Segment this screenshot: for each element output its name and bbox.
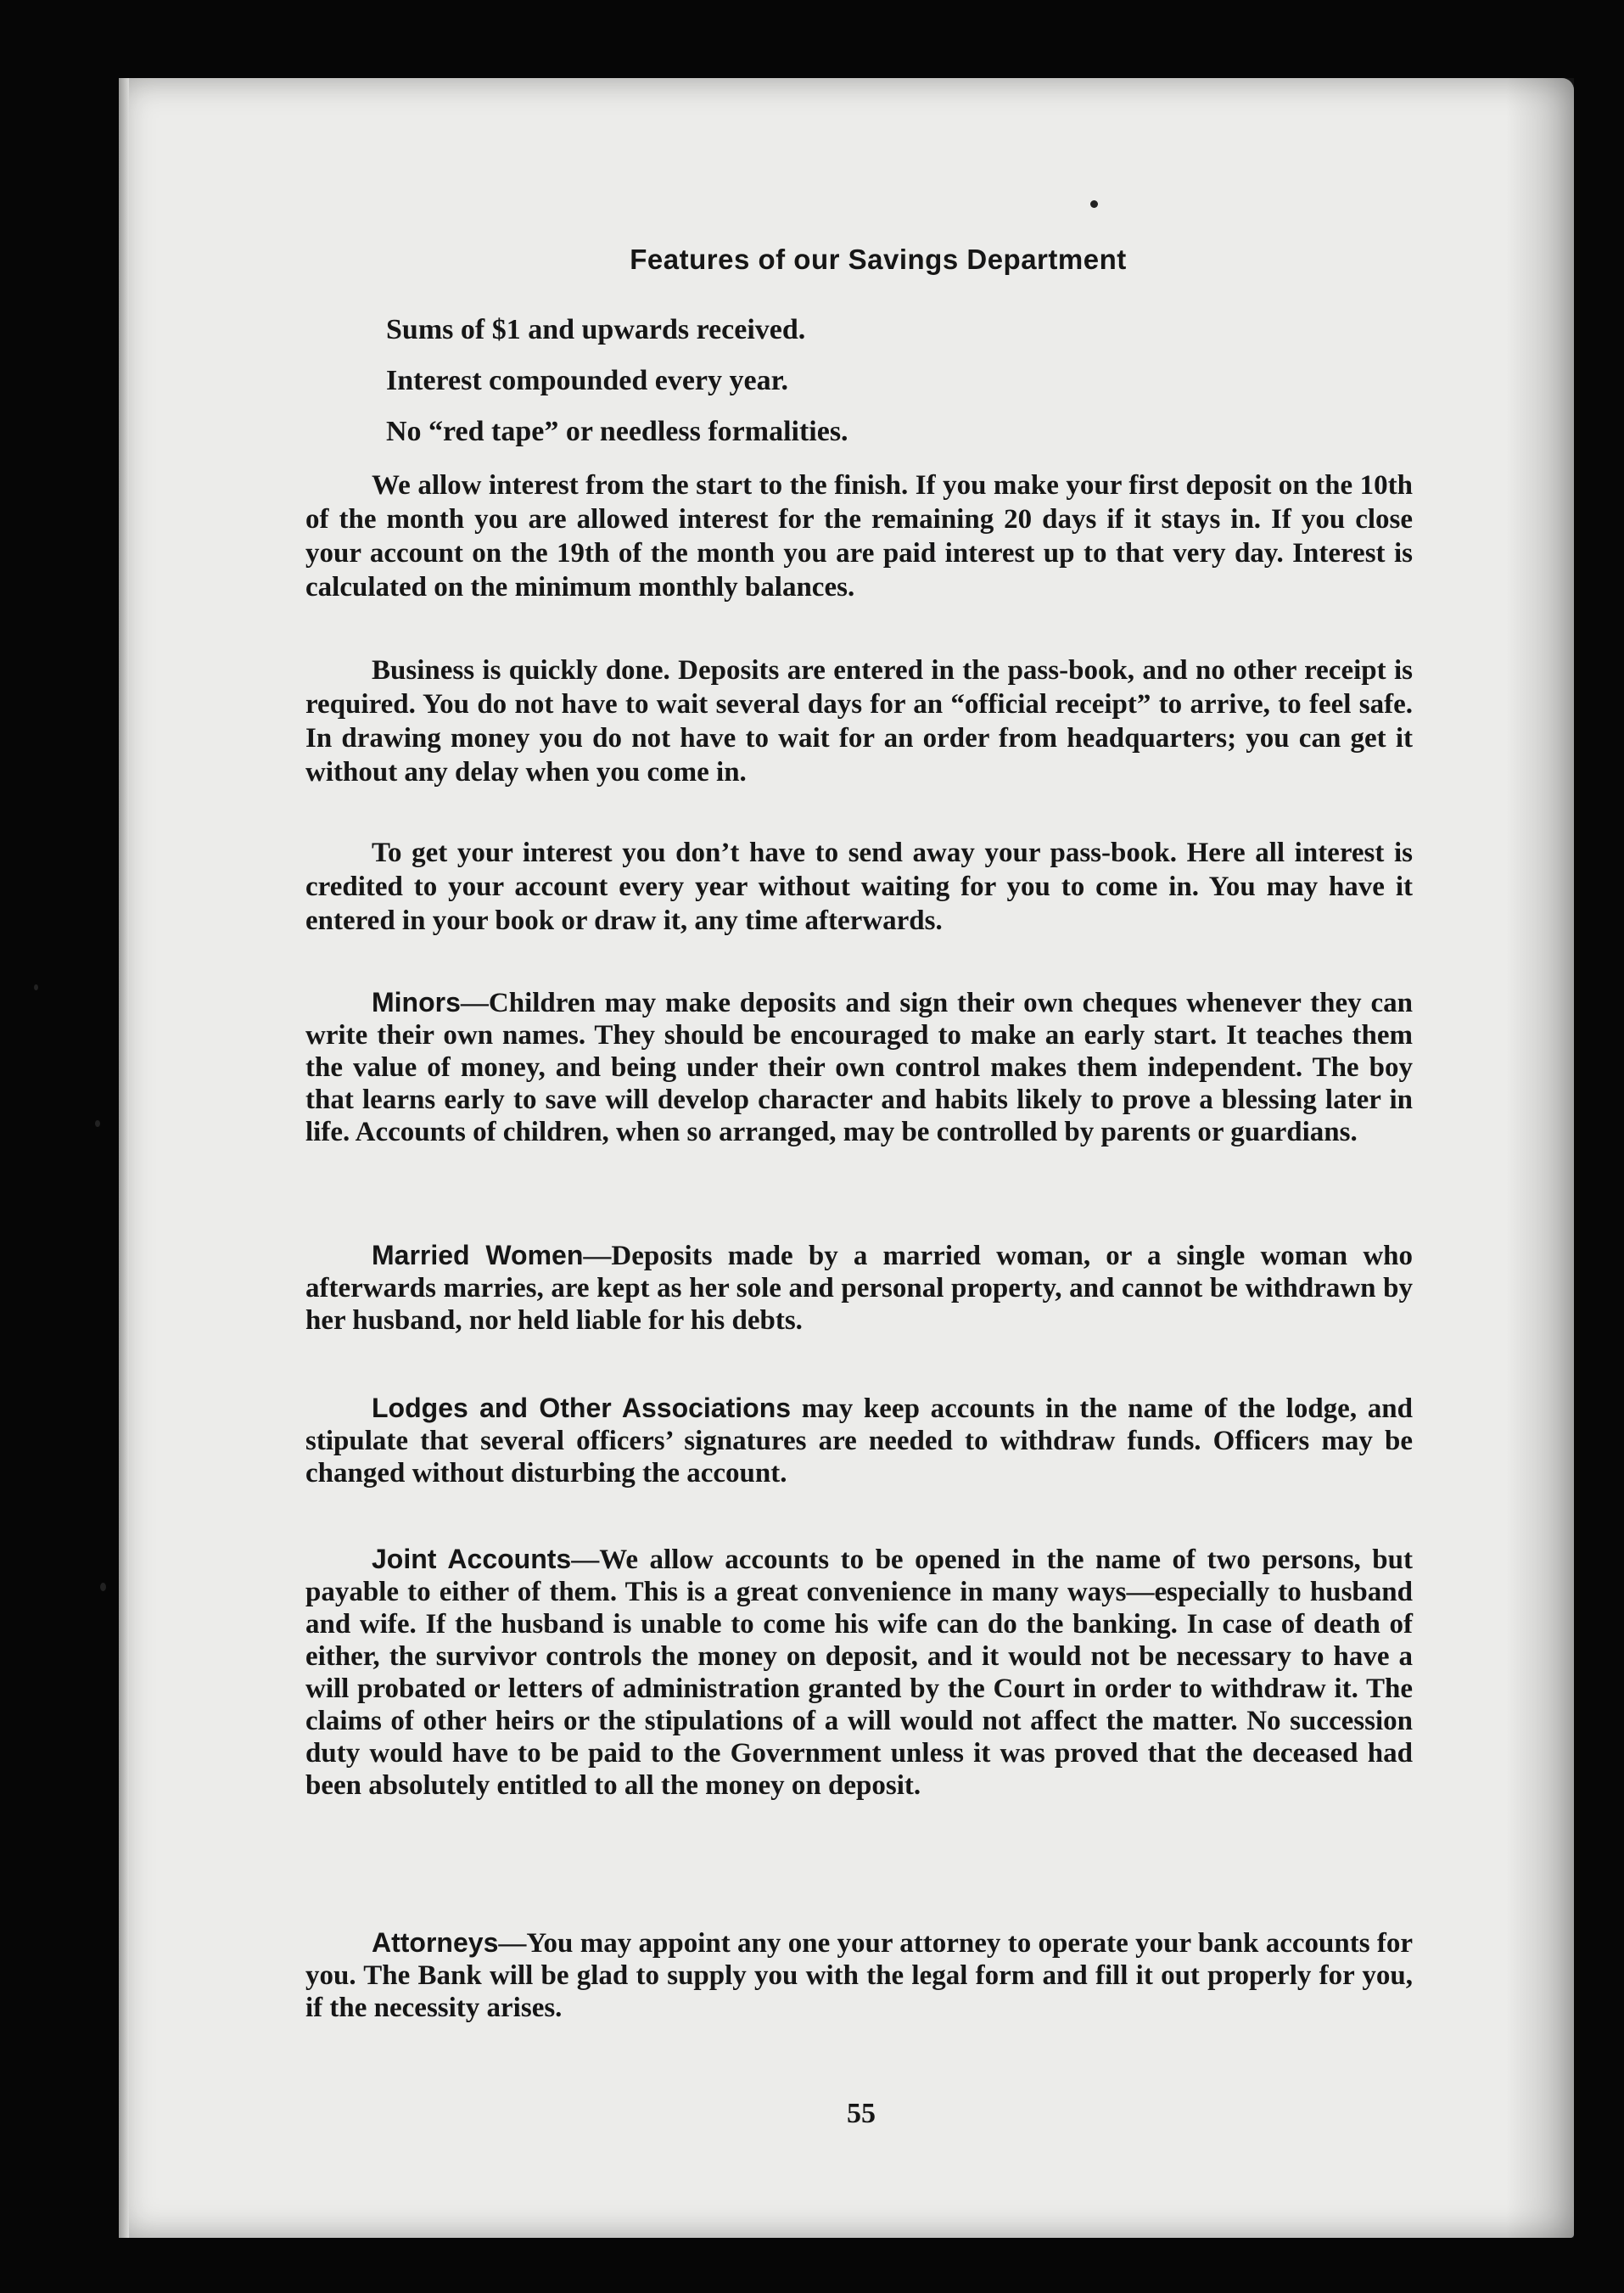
paragraph-text: —You may appoint any one your attorney to operate your bank accounts for you. The Bank will be glad to supply you with the legal form and fill it out properly for you, if the necessity arises. — [305, 1928, 1413, 2023]
paragraph-text: To get your interest you don’t have to send away your pass-book. Here all interest is credited to your account every year without waiting for you to come in. You may have it entered in your book or draw it, any time afterwards. — [305, 838, 1413, 936]
section-heading: Attorneys — [372, 1927, 499, 1958]
paragraph-married-women — [305, 1239, 1413, 1337]
paragraph-text: may keep accounts in the name of the lodge, and stipulate that several officers’ signatures are needed to withdraw funds. Officers may be changed without disturbing the account. — [305, 1393, 1413, 1488]
paragraph-text: Business is quickly done. Deposits are entered in the pass-book, and no other receipt is required. You do not have to wait several days for an “official receipt” to arrive, to feel safe. In drawing money you do not have to wait for an order from headquarters; you can get it without any delay when you come in. — [305, 655, 1413, 788]
feature-line: No “red tape” or needless formalities. — [386, 416, 848, 447]
page-number: 55 — [847, 2098, 876, 2129]
section-heading: Lodges and Other Associations — [372, 1393, 792, 1423]
page-binding-edge — [119, 78, 129, 2238]
paragraph-attorneys — [305, 1926, 1413, 2024]
paragraph-lodges — [305, 1392, 1413, 1489]
scan-speck — [95, 1120, 100, 1127]
scan-speck — [100, 1583, 106, 1591]
section-heading: Married Women — [372, 1240, 584, 1270]
paragraph-minors — [305, 986, 1413, 1148]
section-heading: Minors — [372, 987, 461, 1018]
paragraph-business — [305, 653, 1413, 789]
feature-line: Interest compounded every year. — [386, 365, 789, 396]
paragraph-text: We allow interest from the start to the finish. If you make your first deposit on the 10th of the month you are allowed interest for the remaining 20 days if it stays in. If you close your account on the 19th of the month you are paid interest up to that very day. Interest is calculated on the minimum monthly balances. — [305, 470, 1413, 603]
feature-line: Sums of $1 and upwards received. — [386, 314, 806, 345]
paragraph-text: —Deposits made by a married woman, or a single woman who afterwards marries, are kept as her sole and personal property, and cannot be withdrawn by her husband, nor held liable for his debts. — [305, 1241, 1414, 1336]
paragraph-text: —We allow accounts to be opened in the name of two persons, but payable to either of them. This is a great convenience in many ways—especially to husband and wife. If the husband is unable to come his wife can do the banking. In case of death of either, the survivor controls the money on deposit, and it would not be necessary to have a will probated or letters of administration granted by the Court in order to withdraw it. The claims of other heirs or the stipulations of a will would not affect the matter. No succession duty would have to be paid to the Government unless it was proved that the deceased had been absolutely entitled to all the money on deposit. — [305, 1545, 1413, 1801]
paragraph-joint-accounts — [305, 1543, 1413, 1802]
page-title: Features of our Savings Department — [630, 244, 1127, 275]
paragraph-interest — [305, 468, 1413, 604]
paragraph-interest-credit — [305, 836, 1413, 938]
section-heading: Joint Accounts — [372, 1544, 572, 1574]
scan-speck — [34, 984, 38, 990]
page-curl-shadow — [1506, 78, 1574, 2238]
page-content — [305, 0, 1417, 2293]
paragraph-text: —Children may make deposits and sign their own cheques whenever they can write their own names. They should be encouraged to make an early start. It teaches them the value of money, and being under their own control makes them independent. The boy that learns early to save will develop character and habits likely to prove a blessing later in life. Accounts of children, when so arranged, may be controlled by parents or guardians. — [305, 988, 1413, 1147]
printer-mark — [1090, 200, 1098, 208]
